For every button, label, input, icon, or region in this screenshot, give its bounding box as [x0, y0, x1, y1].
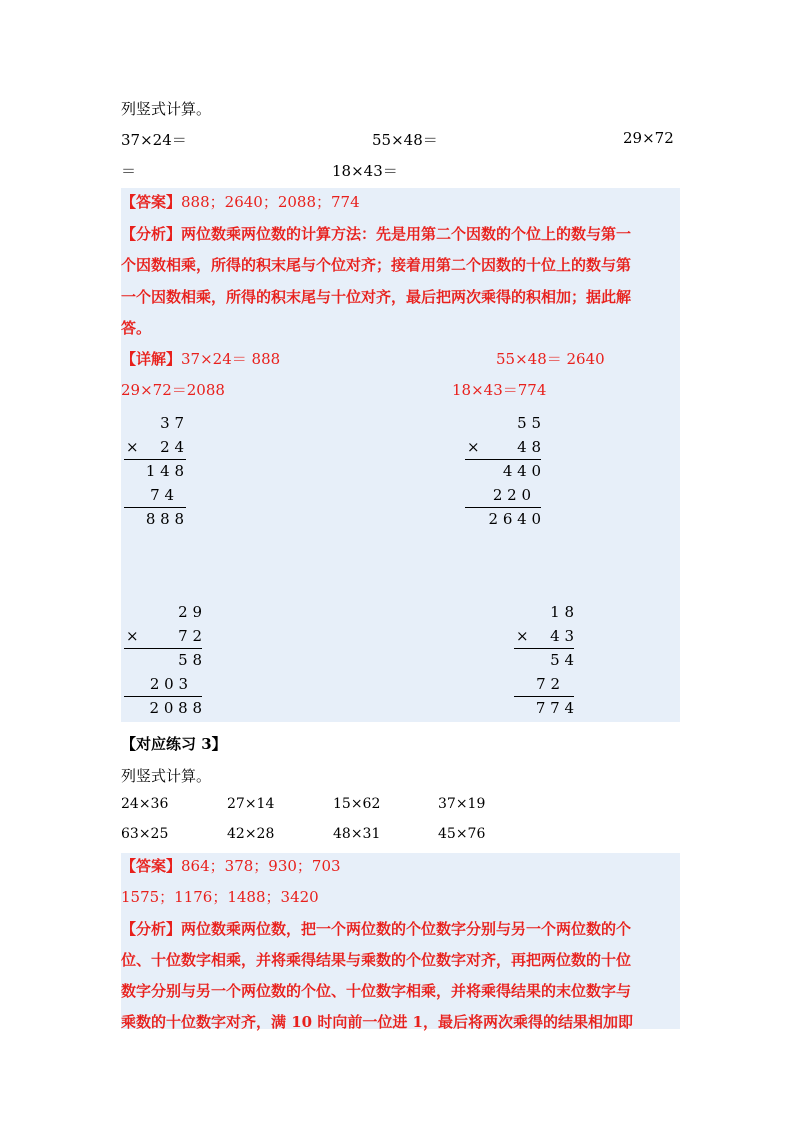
exercise-37x19: 37×19: [438, 796, 486, 812]
exercise-42x28: 42×28: [227, 826, 275, 842]
calc-partial-1: 1 4 8: [145, 462, 184, 480]
practice-title: 【对应练习 3】: [121, 735, 227, 753]
vertical-calc-29x72: [124, 603, 208, 723]
analysis-2-line3: 数字分别与另一个两位数的个位、十位数字相乘，并将乘得结果的末位数字与: [121, 982, 632, 1000]
exercise-48x31: 48×31: [333, 826, 381, 842]
calc-multiplier: 2 4: [160, 438, 184, 456]
exercise-27x14: 27×14: [227, 796, 275, 812]
calc-rule: [124, 648, 202, 649]
answer-2-line2: 1575；1176；1488；3420: [121, 888, 319, 906]
calc-partial-2: 7 4: [150, 486, 174, 504]
detail-eq-18x43: 18×43＝774: [452, 381, 547, 399]
answer-label: 【答案】: [121, 857, 182, 875]
analysis-1-line4: 答。: [121, 319, 152, 337]
detail-eq-55x48: 55×48＝ 2640: [496, 350, 605, 368]
answer-label: 【答案】: [121, 193, 182, 211]
exercise-63x25: 63×25: [121, 826, 169, 842]
analysis-2-line4: 乘数的十位数字对齐，满 10 时向前一位进 1，最后将两次乘得的结果相加即: [121, 1013, 633, 1031]
detail-1-e1: [121, 348, 280, 369]
calc-result: 2 0 8 8: [149, 699, 202, 717]
calc-result: 2 6 4 0: [488, 510, 541, 528]
calc-partial-1: 5 8: [178, 651, 202, 669]
vertical-calc-18x43: [514, 603, 580, 723]
calc-multiplier: 7 2: [178, 627, 202, 645]
exercise-15x62: 15×62: [333, 796, 381, 812]
answer-2-line1: [121, 855, 341, 876]
exercise-24x36: 24×36: [121, 796, 169, 812]
calc-times-sign: ×: [126, 438, 139, 456]
calc-result: 8 8 8: [145, 510, 184, 528]
calc-multiplicand: 1 8: [550, 603, 574, 621]
calc-partial-2: 7 2: [536, 675, 560, 693]
calc-multiplier: 4 3: [550, 627, 574, 645]
calc-times-sign: ×: [126, 627, 139, 645]
calc-multiplicand: 5 5: [517, 414, 541, 432]
analysis-1-text1: 两位数乘两位数的计算方法：先是用第二个因数的个位上的数与第一: [181, 225, 632, 243]
question-37x24: 37×24＝: [121, 131, 187, 149]
question-29x72-equals: ＝: [121, 162, 137, 180]
answer-text: 888；2640；2088；774: [181, 193, 360, 211]
calc-rule: [124, 507, 186, 508]
answer-1: [121, 191, 360, 212]
calc-rule: [124, 696, 202, 697]
calc-partial-1: 5 4: [550, 651, 574, 669]
detail-eq-29x72: 29×72＝2088: [121, 381, 225, 399]
question-55x48: 55×48＝: [372, 131, 438, 149]
calc-result: 7 7 4: [535, 699, 574, 717]
analysis-2-text1: 两位数乘两位数，把一个两位数的个位数字分别与另一个两位数的个: [181, 920, 632, 938]
calc-multiplier: 4 8: [517, 438, 541, 456]
calc-rule: [124, 459, 186, 460]
question-29x72: 29×72: [623, 129, 674, 147]
calc-rule: [465, 507, 541, 508]
vertical-calc-37x24: [124, 414, 194, 534]
calc-rule: [514, 696, 574, 697]
calc-multiplicand: 3 7: [160, 414, 184, 432]
calc-times-sign: ×: [516, 627, 529, 645]
calc-partial-1: 4 4 0: [502, 462, 541, 480]
answer-band-2: [121, 853, 680, 1029]
analysis-1-line3: 一个因数相乘，所得的积末尾与十位对齐，最后把两次乘得的积相加；据此解: [121, 288, 632, 306]
calc-partial-2: 2 2 0: [492, 486, 531, 504]
exercise-45x76: 45×76: [438, 826, 486, 842]
answer-text: 864；378；930；703: [181, 857, 341, 875]
question-18x43: 18×43＝: [332, 162, 398, 180]
instruction-2: 列竖式计算。: [121, 767, 212, 785]
detail-eq-37x24: 37×24＝ 888: [181, 350, 281, 368]
vertical-calc-55x48: [465, 414, 545, 534]
instruction-1: 列竖式计算。: [121, 100, 212, 118]
calc-times-sign: ×: [467, 438, 480, 456]
analysis-1-line1: [121, 223, 631, 244]
analysis-label: 【分析】: [121, 225, 182, 243]
analysis-label: 【分析】: [121, 920, 182, 938]
calc-multiplicand: 2 9: [178, 603, 202, 621]
calc-rule: [514, 648, 574, 649]
analysis-1-line2: 个因数相乘，所得的积末尾与个位对齐；接着用第二个因数的十位上的数与第: [121, 256, 632, 274]
analysis-2-line1: [121, 918, 631, 939]
calc-rule: [465, 459, 541, 460]
analysis-2-line2: 位、十位数字相乘，并将乘得结果与乘数的个位数字对齐，再把两位数的十位: [121, 951, 632, 969]
detail-label: 【详解】: [121, 350, 182, 368]
calc-partial-2: 2 0 3: [149, 675, 188, 693]
